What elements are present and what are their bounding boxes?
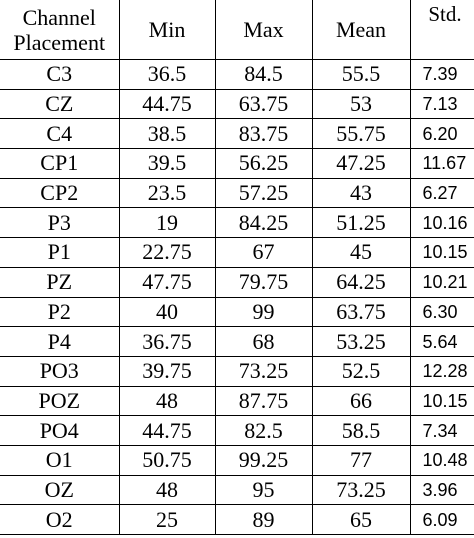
cell-mean: 55.75 — [312, 119, 410, 149]
cell-channel: PZ — [0, 267, 119, 297]
cell-std: 7.39 — [410, 60, 474, 90]
cell-mean: 55.5 — [312, 60, 410, 90]
cell-max: 56.25 — [215, 149, 312, 179]
table-row — [0, 327, 474, 357]
cell-channel: CP1 — [0, 149, 119, 179]
cell-max: 82.5 — [215, 416, 312, 446]
cell-channel: PO3 — [0, 356, 119, 386]
cell-std: 10.21 — [410, 267, 474, 297]
cell-mean: 77 — [312, 445, 410, 475]
cell-mean: 43 — [312, 178, 410, 208]
cell-mean: 65 — [312, 505, 410, 535]
cell-std: 7.13 — [410, 89, 474, 119]
cell-min: 36.5 — [119, 60, 215, 90]
cell-max: 67 — [215, 238, 312, 268]
cell-min: 50.75 — [119, 445, 215, 475]
header-max: Max — [215, 0, 312, 60]
table-row — [0, 475, 474, 505]
cell-min: 39.75 — [119, 356, 215, 386]
cell-std: 10.15 — [410, 238, 474, 268]
cell-min: 36.75 — [119, 327, 215, 357]
table-row — [0, 208, 474, 238]
cell-min: 22.75 — [119, 238, 215, 268]
cell-std: 7.34 — [410, 416, 474, 446]
cell-max: 73.25 — [215, 356, 312, 386]
cell-mean: 51.25 — [312, 208, 410, 238]
cell-max: 68 — [215, 327, 312, 357]
cell-min: 44.75 — [119, 416, 215, 446]
cell-mean: 63.75 — [312, 297, 410, 327]
cell-max: 83.75 — [215, 119, 312, 149]
cell-min: 39.5 — [119, 149, 215, 179]
cell-mean: 47.25 — [312, 149, 410, 179]
cell-max: 84.5 — [215, 60, 312, 90]
cell-std: 6.27 — [410, 178, 474, 208]
cell-max: 99 — [215, 297, 312, 327]
cell-mean: 45 — [312, 238, 410, 268]
table-row — [0, 149, 474, 179]
cell-max: 99.25 — [215, 445, 312, 475]
cell-channel: POZ — [0, 386, 119, 416]
cell-min: 38.5 — [119, 119, 215, 149]
cell-mean: 66 — [312, 386, 410, 416]
cell-min: 25 — [119, 505, 215, 535]
cell-max: 79.75 — [215, 267, 312, 297]
cell-mean: 52.5 — [312, 356, 410, 386]
cell-std: 10.16 — [410, 208, 474, 238]
table-row — [0, 89, 474, 119]
cell-min: 48 — [119, 386, 215, 416]
cell-std: 6.30 — [410, 297, 474, 327]
cell-mean: 58.5 — [312, 416, 410, 446]
cell-std: 12.28 — [410, 356, 474, 386]
table-row — [0, 356, 474, 386]
cell-channel: OZ — [0, 475, 119, 505]
cell-channel: C4 — [0, 119, 119, 149]
table-row — [0, 60, 474, 90]
header-mean: Mean — [312, 0, 410, 60]
table-row — [0, 505, 474, 535]
cell-mean: 53 — [312, 89, 410, 119]
cell-channel: P1 — [0, 238, 119, 268]
cell-std: 10.48 — [410, 445, 474, 475]
cell-max: 89 — [215, 505, 312, 535]
cell-channel: P3 — [0, 208, 119, 238]
table-row — [0, 297, 474, 327]
cell-mean: 64.25 — [312, 267, 410, 297]
cell-std: 6.20 — [410, 119, 474, 149]
cell-min: 47.75 — [119, 267, 215, 297]
cell-channel: CZ — [0, 89, 119, 119]
table-row — [0, 267, 474, 297]
cell-mean: 73.25 — [312, 475, 410, 505]
table-row — [0, 178, 474, 208]
table-row — [0, 238, 474, 268]
cell-channel: PO4 — [0, 416, 119, 446]
cell-std: 11.67 — [410, 149, 474, 179]
cell-min: 19 — [119, 208, 215, 238]
table-row — [0, 416, 474, 446]
header-min: Min — [119, 0, 215, 60]
table-row — [0, 445, 474, 475]
table-row — [0, 119, 474, 149]
table-row — [0, 386, 474, 416]
cell-std: 10.15 — [410, 386, 474, 416]
header-channel-placement: Channel Placement — [0, 0, 119, 60]
cell-max: 87.75 — [215, 386, 312, 416]
cell-channel: O1 — [0, 445, 119, 475]
cell-mean: 53.25 — [312, 327, 410, 357]
cell-std: 6.09 — [410, 505, 474, 535]
header-row — [0, 0, 474, 60]
header-std: Std. — [410, 0, 474, 60]
cell-max: 84.25 — [215, 208, 312, 238]
cell-channel: C3 — [0, 60, 119, 90]
cell-max: 57.25 — [215, 178, 312, 208]
cell-channel: CP2 — [0, 178, 119, 208]
cell-channel: O2 — [0, 505, 119, 535]
cell-channel: P2 — [0, 297, 119, 327]
cell-std: 5.64 — [410, 327, 474, 357]
cell-min: 40 — [119, 297, 215, 327]
cell-channel: P4 — [0, 327, 119, 357]
cell-min: 23.5 — [119, 178, 215, 208]
cell-min: 44.75 — [119, 89, 215, 119]
cell-max: 63.75 — [215, 89, 312, 119]
cell-max: 95 — [215, 475, 312, 505]
cell-std: 3.96 — [410, 475, 474, 505]
cell-min: 48 — [119, 475, 215, 505]
